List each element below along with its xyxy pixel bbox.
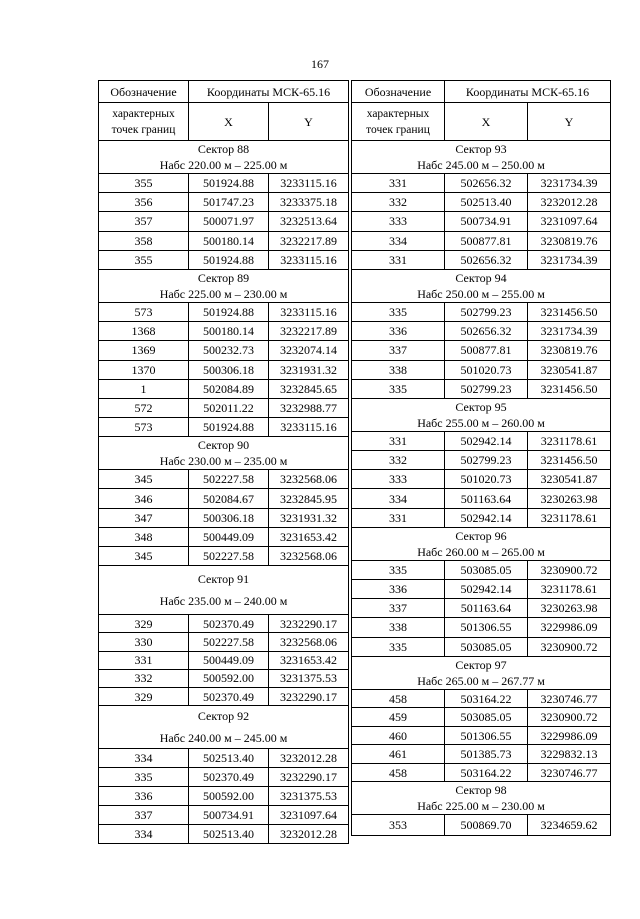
x-coordinate: 502799.23: [445, 379, 528, 398]
table-row: [352, 250, 611, 269]
x-coordinate: 500180.14: [189, 231, 269, 250]
table-row: [352, 560, 611, 579]
y-coordinate: 3231178.61: [528, 508, 611, 527]
y-coordinate: 3231097.64: [269, 806, 349, 825]
table-row: [352, 580, 611, 599]
x-coordinate: 501924.88: [189, 174, 269, 193]
table-row: [99, 768, 349, 787]
x-coordinate: 502942.14: [445, 431, 528, 450]
sector-header: [99, 437, 349, 470]
y-coordinate: 3232568.06: [269, 547, 349, 566]
x-coordinate: 502942.14: [445, 580, 528, 599]
table-row: [352, 379, 611, 398]
y-coordinate: 3231653.42: [269, 651, 349, 669]
page-number: 167: [311, 57, 329, 71]
point-id: 335: [99, 768, 189, 787]
sector-title: Сектор 98: [455, 783, 507, 798]
table-row: [99, 193, 349, 212]
x-coordinate: 502513.40: [189, 825, 269, 844]
x-coordinate: 503085.05: [445, 560, 528, 579]
point-id: 331: [99, 651, 189, 669]
x-coordinate: 500734.91: [445, 212, 528, 231]
table-row: [352, 489, 611, 508]
x-coordinate: 502513.40: [445, 193, 528, 212]
sector-header: [99, 269, 349, 302]
x-coordinate: 501306.55: [445, 618, 528, 637]
point-id: 1368: [99, 322, 189, 341]
y-coordinate: 3232012.28: [269, 749, 349, 768]
y-coordinate: 3230746.77: [528, 763, 611, 782]
y-coordinate: 3231375.53: [269, 787, 349, 806]
sector-title: Сектор 97: [455, 657, 507, 672]
point-id: 461: [352, 745, 445, 764]
table-row: [352, 322, 611, 341]
point-id: 358: [99, 231, 189, 250]
sector-height-range: Набс 235.00 м – 240.00 м: [159, 594, 288, 609]
table-row: [352, 193, 611, 212]
point-id: 1370: [99, 360, 189, 379]
y-coordinate: 3231178.61: [528, 580, 611, 599]
coordinates-table-right: [351, 80, 611, 836]
y-coordinate: 3230819.76: [528, 231, 611, 250]
point-id: 346: [99, 489, 189, 508]
x-coordinate: 501924.88: [189, 418, 269, 437]
point-id: 329: [99, 687, 189, 705]
x-coordinate: 503085.05: [445, 637, 528, 656]
sector-title: Сектор 92: [197, 709, 250, 724]
sector-header-row: [99, 566, 349, 615]
designation-header-line23: характерных точек границ: [352, 103, 445, 141]
x-coordinate: 500306.18: [189, 360, 269, 379]
sector-header-row: [352, 141, 611, 174]
y-coordinate: 3231456.50: [528, 302, 611, 321]
sector-title: Сектор 96: [455, 528, 507, 543]
point-id: 332: [352, 451, 445, 470]
y-coordinate: 3232217.89: [269, 322, 349, 341]
y-coordinate: 3231734.39: [528, 174, 611, 193]
y-coordinate: 3231097.64: [528, 212, 611, 231]
x-coordinate: 502799.23: [445, 302, 528, 321]
x-coordinate: 502656.32: [445, 250, 528, 269]
point-id: 573: [99, 418, 189, 437]
table-row: [99, 360, 349, 379]
sector-header: [352, 269, 611, 302]
table-row: [99, 825, 349, 844]
point-id: 460: [352, 726, 445, 745]
table-row: [352, 637, 611, 656]
sector-header-row: [352, 782, 611, 815]
table-row: [99, 322, 349, 341]
coordinates-system-header: Координаты МСК-65.16: [189, 81, 349, 103]
table-row: [99, 633, 349, 651]
point-id: 336: [352, 322, 445, 341]
x-coordinate: 501924.88: [189, 302, 269, 321]
table-row: [352, 360, 611, 379]
y-coordinate: 3232012.28: [528, 193, 611, 212]
y-coordinate: 3230819.76: [528, 341, 611, 360]
sector-title: Сектор 93: [455, 142, 507, 156]
point-id: 458: [352, 689, 445, 708]
table-row: [99, 470, 349, 489]
x-coordinate: 503085.05: [445, 708, 528, 727]
y-coordinate: 3231375.53: [269, 669, 349, 687]
point-id: 355: [99, 250, 189, 269]
point-id: 348: [99, 527, 189, 546]
y-coordinate: 3231456.50: [528, 451, 611, 470]
point-id: 330: [99, 633, 189, 651]
sector-height-range: Набс 220.00 м – 225.00 м: [159, 158, 288, 172]
x-coordinate: 500877.81: [445, 341, 528, 360]
point-id: 331: [352, 250, 445, 269]
sector-height-range: Набс 225.00 м – 230.00 м: [159, 286, 288, 301]
table-row: [352, 763, 611, 782]
point-id: 338: [352, 360, 445, 379]
sector-header-row: [352, 656, 611, 689]
x-coordinate: 500869.70: [445, 815, 528, 836]
x-coordinate: 501924.88: [189, 250, 269, 269]
point-id: 355: [99, 174, 189, 193]
y-coordinate: 3229986.09: [528, 726, 611, 745]
x-coordinate: 501747.23: [189, 193, 269, 212]
x-coordinate: 502084.67: [189, 489, 269, 508]
x-coordinate: 500071.97: [189, 212, 269, 231]
y-coordinate: 3232290.17: [269, 768, 349, 787]
table-row: [352, 231, 611, 250]
sector-header-row: [352, 269, 611, 302]
x-coordinate: 502370.49: [189, 768, 269, 787]
y-coordinate: 3232568.06: [269, 470, 349, 489]
point-id: 338: [352, 618, 445, 637]
point-id: 356: [99, 193, 189, 212]
y-column-header: Y: [269, 103, 349, 141]
point-id: 1: [99, 379, 189, 398]
x-coordinate: 502799.23: [445, 451, 528, 470]
sector-title: Сектор 91: [197, 572, 250, 587]
x-coordinate: 502370.49: [189, 687, 269, 705]
x-coordinate: 500449.09: [189, 651, 269, 669]
point-id: 329: [99, 615, 189, 633]
y-coordinate: 3229832.13: [528, 745, 611, 764]
table-row: [99, 418, 349, 437]
sector-header: [352, 782, 611, 815]
table-row: [352, 508, 611, 527]
x-coordinate: 502656.32: [445, 174, 528, 193]
x-coordinate: 502370.49: [189, 615, 269, 633]
table-row: [99, 231, 349, 250]
x-coordinate: 502011.22: [189, 398, 269, 417]
y-coordinate: 3231931.32: [269, 508, 349, 527]
point-id: 335: [352, 302, 445, 321]
point-id: 334: [99, 825, 189, 844]
sector-header: [99, 566, 349, 615]
sector-title: Сектор 94: [455, 270, 507, 285]
x-column-header: X: [445, 103, 528, 141]
sector-height-range: Набс 240.00 м – 245.00 м: [159, 731, 288, 746]
point-id: 334: [352, 231, 445, 250]
y-coordinate: 3232568.06: [269, 633, 349, 651]
x-coordinate: 500180.14: [189, 322, 269, 341]
x-coordinate: 503164.22: [445, 689, 528, 708]
table-row: [99, 806, 349, 825]
x-coordinate: 501163.64: [445, 489, 528, 508]
point-id: 335: [352, 637, 445, 656]
point-id: 335: [352, 560, 445, 579]
sector-height-range: Набс 250.00 м – 255.00 м: [417, 286, 545, 301]
table-row: [99, 669, 349, 687]
table-row: [99, 508, 349, 527]
y-coordinate: 3229986.09: [528, 618, 611, 637]
point-id: 336: [99, 787, 189, 806]
table-row: [352, 689, 611, 708]
point-id: 333: [352, 470, 445, 489]
y-coordinate: 3231931.32: [269, 360, 349, 379]
point-id: 347: [99, 508, 189, 527]
table-row: [352, 470, 611, 489]
y-coordinate: 3231178.61: [528, 431, 611, 450]
point-id: 332: [99, 669, 189, 687]
sector-header: [99, 706, 349, 749]
y-coordinate: 3232845.95: [269, 489, 349, 508]
sector-height-range: Набс 230.00 м – 235.00 м: [159, 454, 288, 469]
x-coordinate: 500232.73: [189, 341, 269, 360]
x-coordinate: 502227.58: [189, 547, 269, 566]
y-coordinate: 3232290.17: [269, 687, 349, 705]
point-id: 573: [99, 302, 189, 321]
table-row: [352, 618, 611, 637]
y-coordinate: 3230900.72: [528, 637, 611, 656]
table-row: [352, 745, 611, 764]
sector-header: [352, 656, 611, 689]
point-id: 458: [352, 763, 445, 782]
table-row: [352, 174, 611, 193]
table-row: [99, 489, 349, 508]
y-coordinate: 3232012.28: [269, 825, 349, 844]
x-coordinate: 502942.14: [445, 508, 528, 527]
x-coordinate: 500592.00: [189, 669, 269, 687]
table-row: [352, 726, 611, 745]
x-coordinate: 501385.73: [445, 745, 528, 764]
x-coordinate: 501020.73: [445, 360, 528, 379]
table-row: [99, 787, 349, 806]
y-coordinate: 3234659.62: [528, 815, 611, 836]
y-coordinate: 3230746.77: [528, 689, 611, 708]
table-row: [99, 398, 349, 417]
coordinates-table-left: [98, 80, 349, 844]
sector-header-row: [99, 706, 349, 749]
x-coordinate: 502513.40: [189, 749, 269, 768]
sector-height-range: Набс 245.00 м – 250.00 м: [417, 158, 545, 172]
y-coordinate: 3233115.16: [269, 174, 349, 193]
y-coordinate: 3230263.98: [528, 599, 611, 618]
x-coordinate: 502227.58: [189, 633, 269, 651]
table-row: [99, 174, 349, 193]
point-id: 337: [352, 599, 445, 618]
table-row: [99, 250, 349, 269]
y-coordinate: 3231653.42: [269, 527, 349, 546]
point-id: 331: [352, 431, 445, 450]
y-coordinate: 3233115.16: [269, 418, 349, 437]
table-row: [352, 599, 611, 618]
table-row: [99, 615, 349, 633]
sector-title: Сектор 95: [455, 399, 507, 414]
x-coordinate: 500449.09: [189, 527, 269, 546]
designation-header-line1: Обозначение: [352, 81, 445, 103]
point-id: 331: [352, 508, 445, 527]
table-row: [352, 451, 611, 470]
y-coordinate: 3231734.39: [528, 322, 611, 341]
table-row: [352, 431, 611, 450]
sector-height-range: Набс 225.00 м – 230.00 м: [417, 799, 545, 814]
table-row: [99, 212, 349, 231]
table-row: [99, 547, 349, 566]
table-row: [99, 749, 349, 768]
point-id: 345: [99, 547, 189, 566]
y-coordinate: 3233375.18: [269, 193, 349, 212]
y-coordinate: 3231734.39: [528, 250, 611, 269]
y-coordinate: 3232845.65: [269, 379, 349, 398]
table-row: [352, 341, 611, 360]
y-coordinate: 3233115.16: [269, 250, 349, 269]
x-coordinate: 500734.91: [189, 806, 269, 825]
sector-header-row: [99, 437, 349, 470]
table-row: [99, 379, 349, 398]
x-coordinate: 500877.81: [445, 231, 528, 250]
y-coordinate: 3231456.50: [528, 379, 611, 398]
x-coordinate: 501163.64: [445, 599, 528, 618]
table-row: [99, 302, 349, 321]
x-coordinate: 503164.22: [445, 763, 528, 782]
table-row: [352, 302, 611, 321]
coordinates-system-header: Координаты МСК-65.16: [445, 81, 611, 103]
point-id: 334: [352, 489, 445, 508]
table-row: [99, 527, 349, 546]
table-row: [352, 815, 611, 836]
point-id: 1369: [99, 341, 189, 360]
x-coordinate: 501020.73: [445, 470, 528, 489]
sector-title: Сектор 89: [197, 270, 250, 285]
y-coordinate: 3232513.64: [269, 212, 349, 231]
sector-title: Сектор 88: [197, 142, 250, 156]
point-id: 337: [352, 341, 445, 360]
x-column-header: X: [189, 103, 269, 141]
sector-header-row: [352, 527, 611, 560]
y-coordinate: 3230541.87: [528, 470, 611, 489]
designation-header-line1: Обозначение: [99, 81, 189, 103]
y-coordinate: 3230900.72: [528, 708, 611, 727]
y-coordinate: 3230541.87: [528, 360, 611, 379]
x-coordinate: 502656.32: [445, 322, 528, 341]
x-coordinate: 500306.18: [189, 508, 269, 527]
table-row: [352, 708, 611, 727]
sector-header: [352, 527, 611, 560]
sector-height-range: Набс 265.00 м – 267.77 м: [417, 673, 545, 688]
x-coordinate: 502227.58: [189, 470, 269, 489]
sector-header-row: [352, 398, 611, 431]
point-id: 572: [99, 398, 189, 417]
sector-header: [99, 141, 349, 174]
y-coordinate: 3232217.89: [269, 231, 349, 250]
table-row: [99, 651, 349, 669]
y-coordinate: 3232988.77: [269, 398, 349, 417]
sector-header: [352, 398, 611, 431]
x-coordinate: 502084.89: [189, 379, 269, 398]
y-coordinate: 3232074.14: [269, 341, 349, 360]
table-row: [99, 687, 349, 705]
point-id: 357: [99, 212, 189, 231]
point-id: 336: [352, 580, 445, 599]
point-id: 353: [352, 815, 445, 836]
y-coordinate: 3233115.16: [269, 302, 349, 321]
x-coordinate: 500592.00: [189, 787, 269, 806]
x-coordinate: 501306.55: [445, 726, 528, 745]
sector-header-row: [99, 269, 349, 302]
designation-header-line23: характерных точек границ: [99, 103, 189, 141]
point-id: 337: [99, 806, 189, 825]
table-row: [99, 341, 349, 360]
y-column-header: Y: [528, 103, 611, 141]
y-coordinate: 3232290.17: [269, 615, 349, 633]
point-id: 333: [352, 212, 445, 231]
point-id: 334: [99, 749, 189, 768]
point-id: 335: [352, 379, 445, 398]
sector-header-row: [99, 141, 349, 174]
point-id: 332: [352, 193, 445, 212]
y-coordinate: 3230263.98: [528, 489, 611, 508]
table-row: [352, 212, 611, 231]
point-id: 459: [352, 708, 445, 727]
y-coordinate: 3230900.72: [528, 560, 611, 579]
sector-header: [352, 141, 611, 174]
sector-title: Сектор 90: [197, 438, 250, 453]
point-id: 345: [99, 470, 189, 489]
sector-height-range: Набс 260.00 м – 265.00 м: [417, 544, 545, 559]
point-id: 331: [352, 174, 445, 193]
sector-height-range: Набс 255.00 м – 260.00 м: [417, 415, 545, 430]
